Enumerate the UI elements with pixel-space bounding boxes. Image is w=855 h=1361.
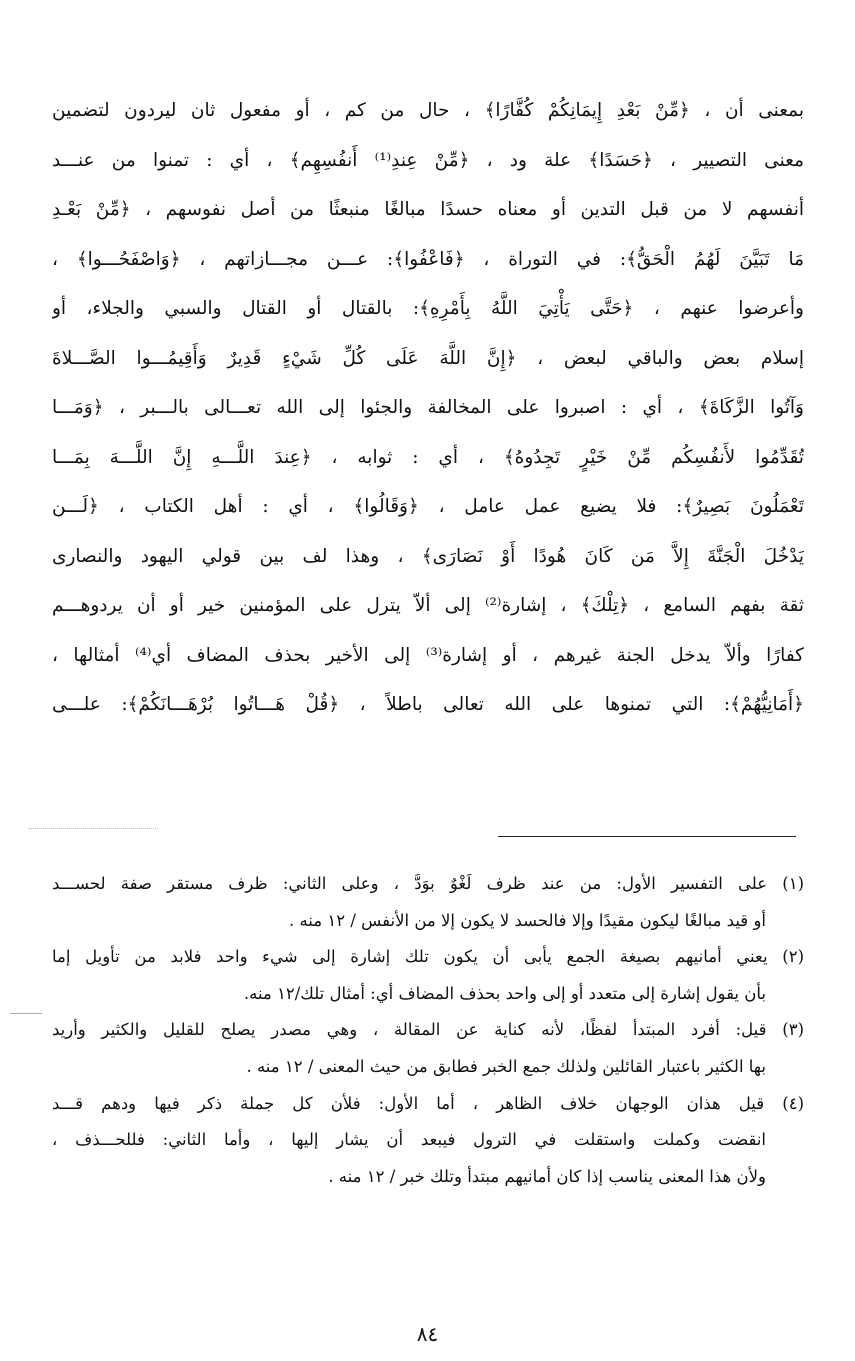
footnote-line: ولأن هذا المعنى يناسب إذا كان أمانيهم مبتدأ وتلك خبر / ١٢ منه . [328,1166,766,1186]
text-line: وَآتُوا الزَّكَاةَ﴾ ، أي : اصبروا على المخالفة والجئوا إلى الله تعـــالى بالـــبر ، ﴿وَمَـــا [52,397,804,418]
text-line: أنفسهم لا من قبل التدين أو معناه حسدًا مبالغًا منبعثًا من أصل نفوسهم ، ﴿مِّنْ بَعْـدِ [52,199,804,220]
footnote-line: بها الكثير باعتبار القائلين ولذلك جمع الخبر فطابق من حيث المعنى / ١٢ منه . [246,1056,766,1076]
footnote-line: (١) على التفسير الأول: من عند ظرف لَغْوٌ بوَدَّ ، وعلى الثاني: ظرف مستقر صفة لحســـد [52,874,804,893]
text-line: كفارًا وألاّ يدخل الجنة غيرهم ، أو إشارة⁽³⁾ إلى الأخير بحذف المضاف أي⁽⁴⁾ أمثالها ، [52,644,804,666]
footnote-line: (٤) قيل هذان الوجهان خلاف الظاهر ، أما الأول: فلأن كل جملة ذكر فيها ودهم قـــد [52,1093,804,1113]
footnote-line: أو قيد مبالغًا ليكون مقيدًا وإلا فالحسد لا يكون إلا من الأنفس / ١٢ منه . [288,910,766,930]
page-number: ٨٤ [416,1322,439,1346]
text-line: تَعْمَلُونَ بَصِيرٌ﴾: فلا يضيع عمل عامل ، ﴿وَقَالُوا﴾ ، أي : أهل الكتاب ، ﴿لَـــن [52,496,804,517]
text-line: بمعنى أن ، ﴿مِّنْ بَعْدِ إِيمَانِكُمْ كُفَّارًا﴾ ، حال من كم ، أو مفعول ثان ليردون لتضمين [52,100,804,121]
scan-artifact [28,828,158,829]
scan-artifact [10,1013,42,1014]
footnote-line: انقضت وكملت واستقلت في الترول فيبعد أن يشار إليها ، وأما الثاني: فللحـــذف ، [52,1130,766,1150]
text-line: ﴿أَمَانِيُّهُمْ﴾: التي تمنوها على الله تعالى باطلاً ، ﴿قُلْ هَـــاتُوا بُرْهَـــانَكُمْ﴾: علـــى [52,694,804,715]
footnotes-block [52,866,804,1195]
footnote-line: بأن يقول إشارة إلى متعدد أو إلى واحد بحذف المضاف أي: أمثال تلك/١٢ منه. [243,983,766,1003]
text-line: مَا تَبَيَّنَ لَهُمُ الْحَقُّ﴾: في التوراة ، ﴿فَاعْفُوا﴾: عـــن مجـــازاتهم ، ﴿وَاصْفَحُـــوا﴾ ، [52,248,804,270]
footnote-line: (٢) يعني أمانيهم بصيغة الجمع يأبى أن يكون تلك إشارة إلى شيء واحد فلابد من تأويل إما [52,947,804,967]
text-line: يَدْخُلَ الْجَنَّةَ إِلاَّ مَن كَانَ هُودًا أَوْ نَصَارَى﴾ ، وهذا لف بين قولي اليهود والنصارى [52,545,804,567]
footnote-separator [498,836,796,837]
text-line: ثقة بفهم السامع ، ﴿تِلْكَ﴾ ، إشارة⁽²⁾ إلى ألاّ يترل على المؤمنين خير أو أن يردوهـــم [52,595,804,616]
text-line: وأعرضوا عنهم ، ﴿حَتَّى يَأْتِيَ اللَّهُ بِأَمْرِهِ﴾: بالقتال أو القتال والسبي والجلاء، أو [52,298,804,319]
footnote-line: (٣) قيل: أفرد المبتدأ لفظًا، لأنه كناية عن المقالة ، وهي مصدر يصلح للقليل والكثير وأريد [52,1020,804,1040]
main-text-block [52,86,804,730]
text-line: إسلام بعض والباقي لبعض ، ﴿إِنَّ اللَّهَ عَلَى كُلِّ شَيْءٍ قَدِيرٌ وَأَقِيمُـــوا الصَّـــلاةَ [52,347,804,369]
text-line: معنى التصيير ، ﴿حَسَدًا﴾ علة ود ، ﴿مِّنْ عِندِ⁽¹⁾ أَنفُسِهِم﴾ ، أي : تمنوا من عنـــد [52,149,804,171]
text-line: تُقَدِّمُوا لأَنفُسِكُم مِّنْ خَيْرٍ تَجِدُوهُ﴾ ، أي : ثوابه ، ﴿عِندَ اللَّـــهِ إِنَّ اللَّـــهَ بِمَـــا [52,446,804,468]
